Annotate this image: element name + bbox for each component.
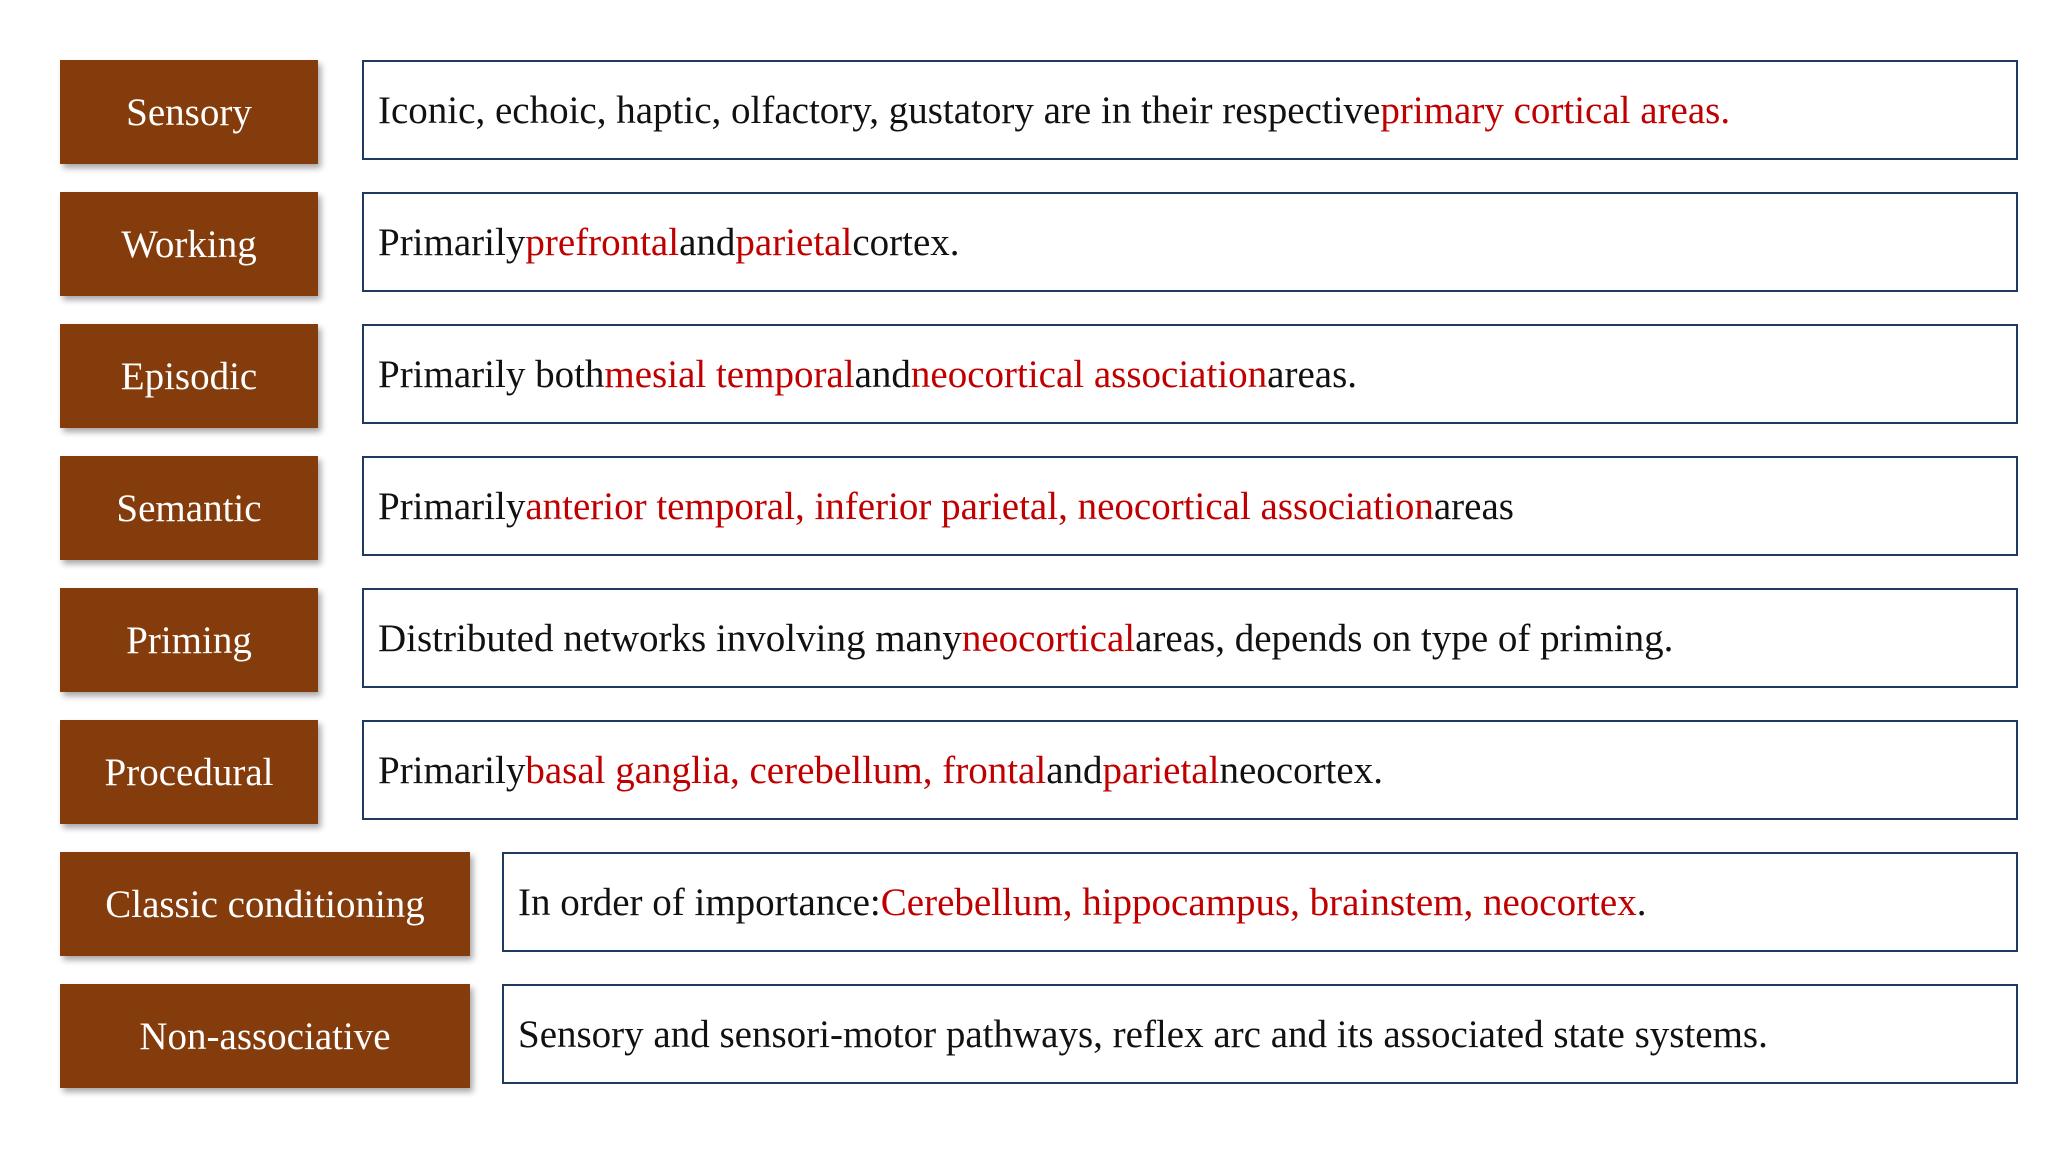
description-text: areas. xyxy=(1267,352,1358,396)
row-sensory xyxy=(0,60,2048,164)
row-semantic xyxy=(0,456,2048,560)
description-text: cortex. xyxy=(852,220,960,264)
description-text: Primarily both xyxy=(378,352,605,396)
row-episodic xyxy=(0,324,2048,428)
description-working xyxy=(362,192,2018,292)
row-procedural xyxy=(0,720,2048,824)
label-working: Working xyxy=(60,192,318,296)
label-priming: Priming xyxy=(60,588,318,692)
description-text: areas, depends on type of priming. xyxy=(1135,616,1674,660)
label-procedural: Procedural xyxy=(60,720,318,824)
description-text: and xyxy=(1046,748,1103,792)
description-text: . xyxy=(1636,880,1647,924)
description-text: Primarily xyxy=(378,484,526,528)
row-classic-conditioning xyxy=(0,852,2048,956)
highlighted-region-text: parietal xyxy=(735,220,853,264)
description-text: Primarily xyxy=(378,748,526,792)
highlighted-region-text: Cerebellum, hippocampus, brainstem, neocortex xyxy=(880,880,1637,924)
label-non-associative: Non-associative xyxy=(60,984,470,1088)
highlighted-region-text: neocortical association xyxy=(910,352,1268,396)
description-sensory xyxy=(362,60,2018,160)
highlighted-region-text: prefrontal xyxy=(525,220,680,264)
row-working xyxy=(0,192,2048,296)
description-text: and xyxy=(854,352,911,396)
description-non-associative xyxy=(502,984,2018,1084)
label-semantic: Semantic xyxy=(60,456,318,560)
description-text: Sensory and sensori-motor pathways, reflex arc and its associated state systems. xyxy=(518,1012,1768,1056)
description-text: Primarily xyxy=(378,220,526,264)
highlighted-region-text: anterior temporal, inferior parietal, neocortical association xyxy=(525,484,1434,528)
highlighted-region-text: mesial temporal xyxy=(604,352,855,396)
label-classic-conditioning: Classic conditioning xyxy=(60,852,470,956)
row-non-associative xyxy=(0,984,2048,1088)
highlighted-region-text: basal ganglia, cerebellum, frontal xyxy=(525,748,1047,792)
description-text: Iconic, echoic, haptic, olfactory, gustatory are in their respective xyxy=(378,88,1381,132)
label-sensory: Sensory xyxy=(60,60,318,164)
description-episodic xyxy=(362,324,2018,424)
description-text: and xyxy=(679,220,736,264)
description-text: areas xyxy=(1433,484,1514,528)
description-text: neocortex. xyxy=(1219,748,1383,792)
description-priming xyxy=(362,588,2018,688)
description-procedural xyxy=(362,720,2018,820)
description-classic-conditioning xyxy=(502,852,2018,952)
highlighted-region-text: neocortical xyxy=(961,616,1136,660)
description-semantic xyxy=(362,456,2018,556)
highlighted-region-text: parietal xyxy=(1102,748,1220,792)
row-priming xyxy=(0,588,2048,692)
description-text: Distributed networks involving many xyxy=(378,616,962,660)
description-text: In order of importance: xyxy=(518,880,881,924)
highlighted-region-text: primary cortical areas. xyxy=(1380,88,1731,132)
label-episodic: Episodic xyxy=(60,324,318,428)
